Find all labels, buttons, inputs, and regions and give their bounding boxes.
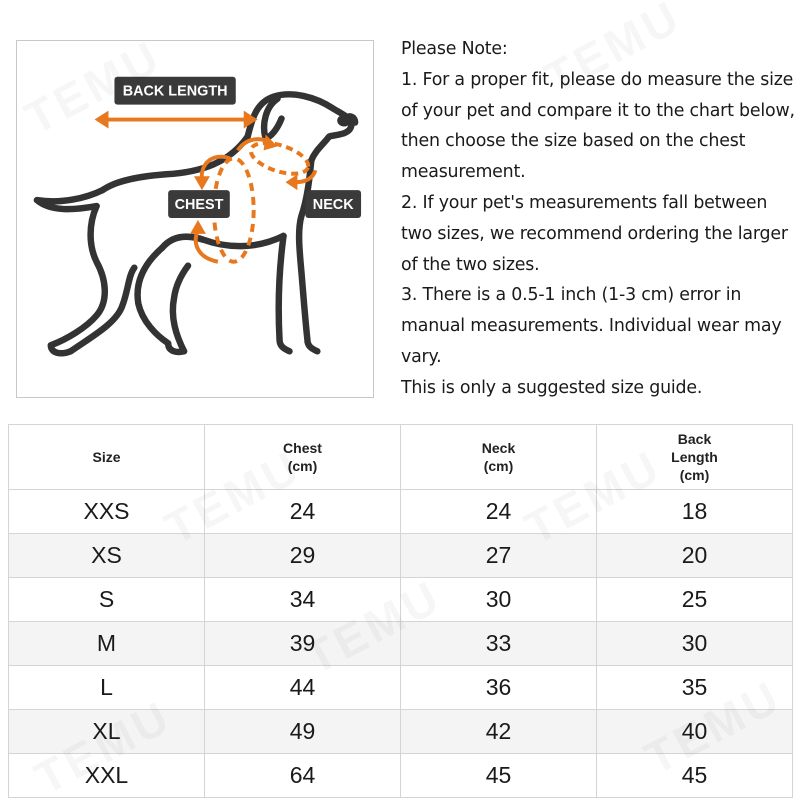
cell-chest: 34 bbox=[205, 578, 401, 622]
neck-arrowheads-icon bbox=[264, 134, 298, 190]
table-row bbox=[9, 754, 793, 798]
header-size bbox=[9, 425, 205, 490]
table-header-row bbox=[9, 425, 793, 490]
cell-neck: 24 bbox=[401, 490, 597, 534]
cell-size: XXS bbox=[9, 490, 205, 534]
neck-badge bbox=[305, 190, 361, 218]
header-chest bbox=[205, 425, 401, 490]
cell-neck: 45 bbox=[401, 754, 597, 798]
header-neck bbox=[401, 425, 597, 490]
cell-back-length: 30 bbox=[597, 622, 793, 666]
cell-back-length: 45 bbox=[597, 754, 793, 798]
cell-size: L bbox=[9, 666, 205, 710]
back-length-label: BACK LENGTH bbox=[122, 83, 228, 100]
neck-label: NECK bbox=[312, 197, 354, 214]
cell-size: XS bbox=[9, 534, 205, 578]
header-neck-unit: (cm) bbox=[483, 458, 514, 474]
cell-size: S bbox=[9, 578, 205, 622]
cell-neck: 33 bbox=[401, 622, 597, 666]
cell-neck: 30 bbox=[401, 578, 597, 622]
cell-size: M bbox=[9, 622, 205, 666]
dog-measurement-figure bbox=[16, 40, 374, 398]
note-item-3: 3. There is a 0.5-1 inch (1-3 cm) error in manual measurements. Individual wear may vary. bbox=[401, 285, 782, 367]
header-size-label: Size bbox=[92, 449, 121, 465]
chest-badge bbox=[168, 190, 230, 218]
notes-heading: Please Note: bbox=[401, 39, 508, 59]
header-chest-unit: (cm) bbox=[287, 458, 318, 474]
header-length-label: Length bbox=[671, 449, 718, 465]
cell-chest: 24 bbox=[205, 490, 401, 534]
table-row bbox=[9, 490, 793, 534]
chest-label: CHEST bbox=[174, 197, 224, 214]
note-item-2: 2. If your pet's measurements fall between two sizes, we recommend ordering the larger of the two sizes. bbox=[401, 192, 788, 275]
cell-chest: 44 bbox=[205, 666, 401, 710]
size-chart-table bbox=[8, 424, 793, 798]
header-back-label: Back bbox=[677, 431, 712, 447]
neck-loop-icon bbox=[247, 137, 312, 180]
table-row bbox=[9, 622, 793, 666]
cell-size: XXL bbox=[9, 754, 205, 798]
table-row bbox=[9, 710, 793, 754]
header-back-length bbox=[597, 425, 793, 490]
cell-back-length: 18 bbox=[597, 490, 793, 534]
cell-back-length: 35 bbox=[597, 666, 793, 710]
table-row bbox=[9, 578, 793, 622]
back-length-arrow-icon bbox=[95, 111, 258, 129]
cell-chest: 29 bbox=[205, 534, 401, 578]
cell-back-length: 20 bbox=[597, 534, 793, 578]
cell-neck: 27 bbox=[401, 534, 597, 578]
note-item-1: 1. For a proper fit, please do measure the size of your pet and compare it to the chart below, then choose the size based on the chest measurement. bbox=[401, 69, 795, 183]
notes-footer: This is only a suggested size guide. bbox=[401, 377, 703, 398]
cell-chest: 49 bbox=[205, 710, 401, 754]
cell-size: XL bbox=[9, 710, 205, 754]
cell-chest: 64 bbox=[205, 754, 401, 798]
dog-illustration bbox=[17, 41, 373, 397]
cell-neck: 36 bbox=[401, 666, 597, 710]
back-length-badge bbox=[114, 77, 235, 105]
cell-back-length: 25 bbox=[597, 578, 793, 622]
dog-nose-icon bbox=[337, 115, 351, 127]
table-row bbox=[9, 534, 793, 578]
size-notes bbox=[401, 34, 797, 404]
cell-neck: 42 bbox=[401, 710, 597, 754]
cell-chest: 39 bbox=[205, 622, 401, 666]
header-chest-label: Chest bbox=[283, 440, 322, 456]
table-row bbox=[9, 666, 793, 710]
header-neck-label: Neck bbox=[481, 440, 516, 456]
header-back-length-unit: (cm) bbox=[679, 467, 710, 483]
cell-back-length: 40 bbox=[597, 710, 793, 754]
